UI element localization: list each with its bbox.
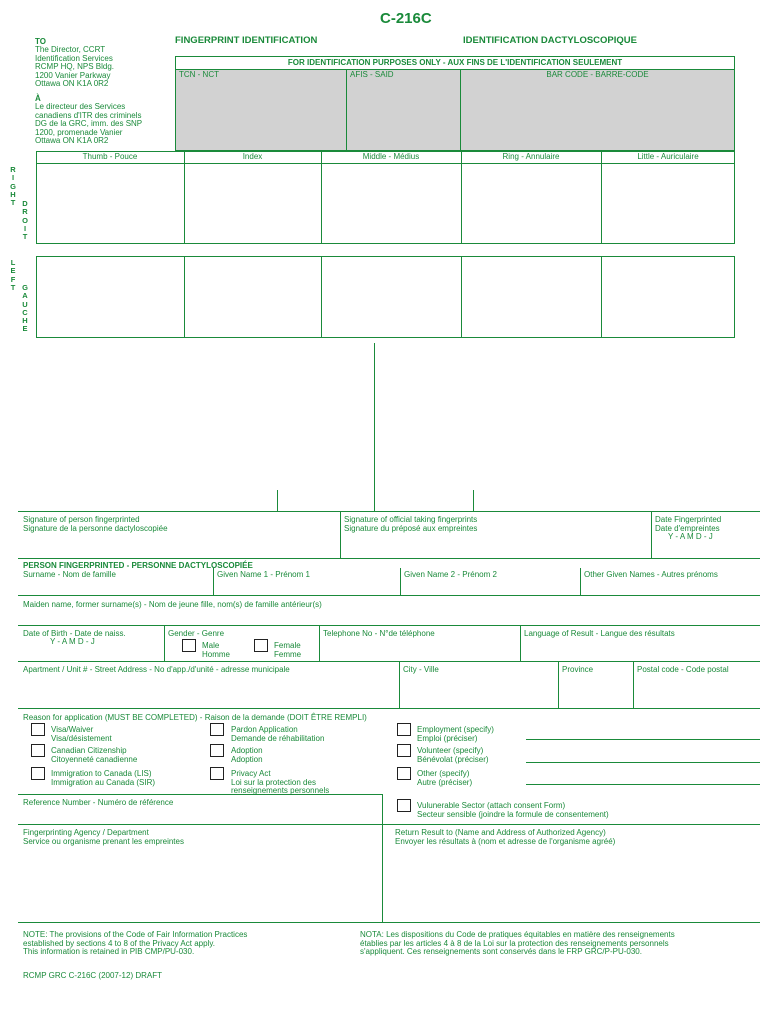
- a-line: Le directeur des Services: [35, 102, 126, 111]
- form-footer: RCMP GRC C-216C (2007-12) DRAFT: [23, 971, 162, 980]
- title-fr: IDENTIFICATION DACTYLOSCOPIQUE: [463, 35, 637, 46]
- reason-other-label-fr: Autre (préciser): [417, 777, 473, 787]
- to-line: 1200 Vanier Parkway: [35, 70, 111, 80]
- barcode-field[interactable]: [461, 70, 734, 150]
- note-fr: NOTA: Les dispositions du Code de pratiques équitables en matière des renseignements: [360, 930, 675, 939]
- finger-index-label: Index: [242, 152, 263, 161]
- to-line: Ottawa ON K1A 0R2: [35, 79, 109, 88]
- to-line: The Director, CCRT: [35, 45, 106, 54]
- gender-female-label-fr: Femme: [274, 649, 302, 659]
- official-signature-label: Signature of official taking fingerprints: [344, 515, 478, 524]
- telephone-label: Telephone No - N°de téléphone: [323, 629, 435, 638]
- finger-thumb-label: Thumb - Pouce: [82, 152, 138, 161]
- province-input[interactable]: [559, 676, 632, 707]
- date-fingerprinted-label-fr: Date d'empreintes: [655, 523, 720, 533]
- right-middle-print[interactable]: [322, 164, 460, 242]
- gender-female-label: Female: [274, 641, 301, 650]
- person-signature-label-fr: Signature de la personne dactyloscopiée: [23, 523, 168, 533]
- to-line: RCMP HQ, NPS Bldg.: [35, 62, 114, 71]
- maiden-name-label: Maiden name, former surname(s) - Nom de jeune fille, nom(s) de famille antérieur(s): [23, 600, 322, 609]
- reason-citizenship-checkbox[interactable]: [31, 744, 45, 757]
- address-label: Apartment / Unit # - Street Address - No d'app./d'unité - adresse municipale: [23, 665, 290, 674]
- left-hand-label: L E F T: [10, 258, 16, 292]
- gender-male-label-fr: Homme: [202, 649, 231, 659]
- reason-visa-label-fr: Visa/désistement: [51, 733, 112, 743]
- reason-adoption-label-fr: Adoption: [231, 754, 263, 764]
- left-index-print[interactable]: [185, 257, 320, 337]
- vulnerable-sector-label-fr: Secteur sensible (joindre la formule de consentement): [417, 809, 609, 819]
- given-name-1-input[interactable]: [214, 580, 399, 594]
- finger-ring-label: Ring - Annulaire: [502, 152, 560, 161]
- vulnerable-sector-checkbox[interactable]: [397, 799, 411, 812]
- reason-pardon-checkbox[interactable]: [210, 723, 224, 736]
- title-en: FINGERPRINT IDENTIFICATION: [175, 35, 318, 46]
- gender-male-label: Male: [202, 641, 220, 650]
- language-label: Language of Result - Langue des résultats: [524, 629, 675, 638]
- other-specify-line[interactable]: [526, 784, 760, 785]
- a-line: 1200, promenade Vanier: [35, 127, 123, 137]
- reason-privacy-label-fr-2: renseignements personnels: [231, 786, 330, 795]
- return-result-label: Return Result to (Name and Address of Authorized Agency): [395, 828, 606, 837]
- reason-citizenship-label: Canadian Citizenship: [51, 746, 127, 755]
- postal-code-input[interactable]: [634, 676, 759, 707]
- reason-employment-label-fr: Emploi (préciser): [417, 733, 478, 743]
- agency-label-fr: Service ou organisme prenant les empreintes: [23, 836, 184, 846]
- left-middle-print[interactable]: [322, 257, 460, 337]
- left-thumb-print[interactable]: [37, 257, 183, 337]
- right-ring-print[interactable]: [462, 164, 600, 242]
- given-name-2-label: Given Name 2 - Prénom 2: [404, 570, 497, 579]
- other-given-names-input[interactable]: [581, 580, 759, 594]
- return-result-input[interactable]: [384, 848, 759, 921]
- reason-other-checkbox[interactable]: [397, 767, 411, 780]
- right-index-print[interactable]: [185, 164, 320, 242]
- person-section-heading: PERSON FINGERPRINTED - PERSONNE DACTYLOSCOPIÉE: [23, 561, 253, 570]
- left-ring-print[interactable]: [462, 257, 600, 337]
- vulnerable-sector-label: Vulunerable Sector (attach consent Form): [417, 801, 566, 810]
- language-input[interactable]: [521, 640, 759, 660]
- date-format-label: Y - A M D - J: [668, 532, 713, 541]
- reason-immigration-label: Immigration to Canada (LIS): [51, 769, 152, 778]
- reason-adoption-label: Adoption: [231, 746, 263, 755]
- return-result-label-fr: Envoyer les résultats à (nom et adresse de l'organisme agréé): [395, 836, 616, 846]
- date-fingerprinted-label: Date Fingerprinted: [655, 515, 722, 524]
- a-line: canadiens d'ITR des criminels: [35, 110, 142, 120]
- dob-format: Y - A M D - J: [50, 637, 95, 646]
- volunteer-specify-line[interactable]: [526, 762, 760, 763]
- surname-label: Surname - Nom de famille: [23, 570, 116, 579]
- gender-female-checkbox[interactable]: [254, 639, 268, 652]
- employment-specify-line[interactable]: [526, 739, 760, 740]
- afis-label: AFIS - SAID: [350, 70, 394, 79]
- right-hand-label: R I G H T: [10, 165, 16, 208]
- telephone-input[interactable]: [320, 640, 519, 660]
- person-signature-label: Signature of person fingerprinted: [23, 515, 140, 524]
- id-purposes-label: FOR IDENTIFICATION PURPOSES ONLY - AUX FINS DE L'IDENTIFICATION SEULEMENT: [287, 58, 623, 67]
- reason-privacy-label-fr: Loi sur la protection des: [231, 777, 316, 787]
- reason-privacy-checkbox[interactable]: [210, 767, 224, 780]
- afis-field[interactable]: [347, 70, 460, 150]
- reason-heading: Reason for application (MUST BE COMPLETED) - Raison de la demande (DOIT ÊTRE REMPLI): [23, 713, 367, 722]
- reason-visa-checkbox[interactable]: [31, 723, 45, 736]
- reason-employment-label: Employment (specify): [417, 725, 494, 734]
- finger-little-label: Little - Auriculaire: [637, 152, 699, 161]
- reason-volunteer-label: Volunteer (specify): [417, 746, 484, 755]
- reference-number-input[interactable]: [19, 809, 381, 823]
- tcn-label: TCN - NCT: [179, 70, 219, 79]
- a-heading: À: [35, 94, 41, 103]
- note-en-3: This information is retained in PIB CMP/PU-030.: [23, 947, 195, 956]
- center-divider: [374, 343, 375, 511]
- note-en: NOTE: The provisions of the Code of Fair Information Practices: [23, 930, 248, 939]
- official-signature-label-fr: Signature du préposé aux empreintes: [344, 523, 478, 533]
- left-little-print[interactable]: [602, 257, 733, 337]
- reason-pardon-label: Pardon Application: [231, 725, 298, 734]
- right-little-print[interactable]: [602, 164, 733, 242]
- reason-volunteer-checkbox[interactable]: [397, 744, 411, 757]
- reason-citizenship-label-fr: Citoyenneté canadienne: [51, 754, 138, 764]
- given-name-1-label: Given Name 1 - Prénom 1: [217, 570, 310, 579]
- gender-male-checkbox[interactable]: [182, 639, 196, 652]
- reason-immigration-label-fr: Immigration au Canada (SIR): [51, 777, 156, 787]
- surname-input[interactable]: [19, 580, 212, 594]
- reason-privacy-label: Privacy Act: [231, 769, 271, 778]
- finger-middle-label: Middle - Médius: [362, 152, 420, 161]
- postal-code-label: Postal code - Code postal: [637, 665, 729, 674]
- dob-label: Date of Birth - Date de naiss.: [23, 629, 126, 638]
- given-name-2-input[interactable]: [401, 580, 579, 594]
- city-label: City - Ville: [403, 665, 439, 674]
- barcode-label: BAR CODE - BARRE-CODE: [546, 70, 649, 79]
- right-thumb-print[interactable]: [37, 164, 183, 242]
- agency-label: Fingerprinting Agency / Department: [23, 828, 149, 837]
- province-label: Province: [562, 665, 594, 674]
- reason-immigration-checkbox[interactable]: [31, 767, 45, 780]
- reason-employment-checkbox[interactable]: [397, 723, 411, 736]
- maiden-name-input[interactable]: [19, 610, 759, 624]
- note-fr-2: établies par les articles 4 à 8 de la Loi sur la protection des renseignements personnels: [360, 938, 669, 948]
- other-given-names-label: Other Given Names - Autres prénoms: [584, 570, 718, 579]
- left-hand-label-fr: G A U C H E: [22, 283, 28, 334]
- reason-pardon-label-fr: Demande de réhabilitation: [231, 733, 325, 743]
- agency-input[interactable]: [19, 848, 381, 921]
- address-input[interactable]: [19, 676, 398, 707]
- note-en-2: established by sections 4 to 8 of the Privacy Act apply.: [23, 938, 215, 948]
- reason-adoption-checkbox[interactable]: [210, 744, 224, 757]
- note-fr-3: s'appliquent. Ces renseignements sont conservés dans le FRP GRC/P-PU-030.: [360, 947, 642, 956]
- to-heading: TO: [35, 37, 46, 46]
- reason-volunteer-label-fr: Bénévolat (préciser): [417, 754, 489, 764]
- tcn-field[interactable]: [176, 70, 346, 150]
- right-hand-label-fr: D R O I T: [22, 199, 28, 242]
- reason-other-label: Other (specify): [417, 769, 470, 778]
- a-line: DG de la GRC, imm. des SNP: [35, 119, 143, 128]
- reference-number-label: Reference Number - Numéro de référence: [23, 798, 174, 807]
- to-line: Identification Services: [35, 53, 113, 63]
- form-code: C-216C: [380, 10, 432, 27]
- reason-visa-label: Visa/Waiver: [51, 725, 94, 734]
- a-line: Ottawa ON K1A 0R2: [35, 136, 109, 145]
- gender-label: Gender - Genre: [168, 629, 225, 638]
- city-input[interactable]: [400, 676, 557, 707]
